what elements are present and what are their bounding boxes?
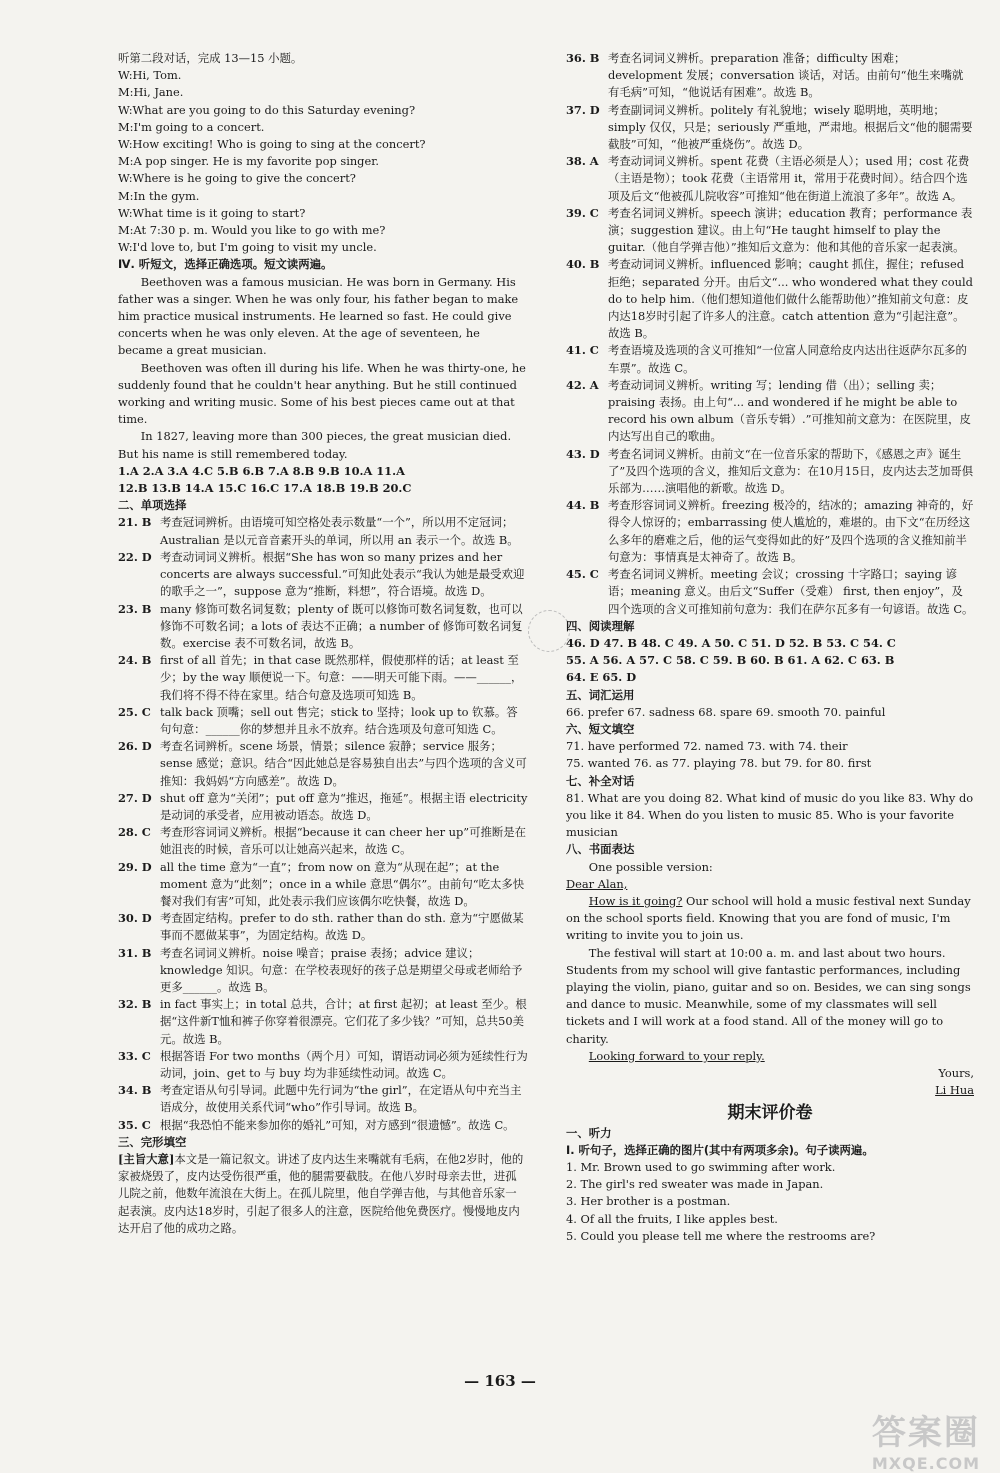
- explanation-item: [118, 910, 528, 944]
- explanation-text: first of all 首先；in that case 既然那样，假使那样的话；at least 至少；by the way 顺便说一下。句意：——明天可能下雨。——______，我们将不得不待在家里。结合句意及选项可知选 B。: [160, 653, 523, 702]
- writing-intro: One possible version:: [588, 859, 713, 874]
- left-column: [118, 50, 528, 1237]
- letter-signoff: Yours,: [938, 1065, 974, 1080]
- watermark-logo: [872, 1405, 980, 1473]
- dialog-line: W:How exciting! Who is going to sing at the concert?: [118, 137, 426, 152]
- explanation-text: talk back 顶嘴；sell out 售完；stick to 坚持；look up to 钦慕。答句句意：______你的梦想并且永不放弃。结合选项及句意可知选 C。: [160, 704, 518, 736]
- question-number: 35. C: [118, 1117, 151, 1132]
- seal-stamp-icon: [528, 610, 570, 652]
- letter-salutation: Dear Alan,: [566, 876, 628, 891]
- section-heading-vocab: 五、词汇运用: [566, 687, 635, 702]
- question-number: 32. B: [118, 997, 152, 1012]
- explanation-text: 考查形容词词义辨析。freezing 极冷的，结冰的；amazing 神奇的，好得令人惊讶的；embarrassing 使人尴尬的，难堪的。由下文“在历经这么多年的磨难之后，他的运气变得如此的好”及四个选项的含义推知前半句意为：事情真是太神奇了。故选 B。: [608, 498, 974, 564]
- explanation-text: 考查名词词义辨析。meeting 会议；crossing 十字路口；saying 谚语；meaning 意义。由后文“Suffer（受难） first, then enjoy”，及四个选项的含义可推知前句意为：我们在萨尔瓦多有一句谚语。故选 C。: [608, 567, 974, 616]
- listening-item: 4. Of all the fruits, I like apples best.: [566, 1211, 778, 1226]
- dialog-line: W:Where is he going to give the concert?: [118, 171, 356, 186]
- right-column: [566, 50, 974, 1245]
- letter-signature: [566, 1082, 974, 1099]
- question-number: 27. D: [118, 790, 152, 805]
- explanation-item: [566, 377, 974, 446]
- explanation-text: 考查动词词义辨析。spent 花费（主语必须是人）；used 用；cost 花费（主语是物）；took 花费（主语常用 it，常用于花费时间）。结合四个选项及后文“他被孤儿院收容”可推知“他在街道上流浪了多年”。故选 A。: [608, 154, 970, 203]
- question-number: 22. D: [118, 549, 152, 564]
- section-heading-single-choice: 二、单项选择: [118, 498, 187, 513]
- explanation-text: 考查固定结构。prefer to do sth. rather than do sth. 意为“宁愿做某事而不愿做某事”，为固定结构。故选 D。: [160, 911, 524, 943]
- letter-closing-text: Looking forward to your reply.: [588, 1048, 765, 1063]
- question-number: 25. C: [118, 704, 151, 719]
- watermark-url: MXQE.COM: [871, 1454, 980, 1473]
- explanation-item: [118, 945, 528, 997]
- dialog-line: M:At 7:30 p. m. Would you like to go with me?: [118, 223, 386, 238]
- explanation-text: 考查冠词辨析。由语境可知空格处表示数量“一个”，所以用不定冠词；Australian 是以元音音素开头的单词，所以用 an 表示一个。故选 B。: [160, 515, 519, 547]
- final-exam-title: 期末评价卷: [727, 1103, 813, 1124]
- question-number: 39. C: [566, 205, 599, 220]
- question-number: 21. B: [118, 515, 152, 530]
- answer-key-line: 12.B 13.B 14.A 15.C 16.C 17.A 18.B 19.B 20.C: [118, 481, 412, 496]
- explanation-text: 考查形容词词义辨析。根据“because it can cheer her up”可推断是在她沮丧的时候，音乐可以让她高兴起来，故选 C。: [160, 825, 527, 857]
- question-number: 36. B: [566, 51, 600, 65]
- dialog-line: W:What are you going to do this Saturday evening?: [118, 102, 416, 117]
- explanation-text: 考查动词词义辨析。writing 写；lending 借（出）；selling 卖；praising 表扬。由上句“... and wondered if he might be able to record his own album（音乐专辑）.”可推知前文意为：在医院里，皮内达写出自己的歌曲。: [608, 377, 971, 444]
- answer-key-paragraph: 81. What are you doing 82. What kind of music do you like 83. Why do you like it 84. When do you listen to music 85. Who is your favorite musician: [566, 790, 974, 840]
- explanation-item: [118, 601, 528, 653]
- question-number: 41. C: [566, 343, 599, 358]
- explanation-item: [566, 256, 974, 342]
- explanation-item: [118, 549, 528, 601]
- letter-paragraph-text: Our school will hold a music festival next Sunday on the school sports field. Knowing that you are fond of music, I'm writing to invite you to join us.: [566, 893, 971, 943]
- dialog-line: M:Hi, Jane.: [118, 85, 184, 100]
- explanation-text: 考查动词词义辨析。根据“She has won so many prizes and her concerts are always successful.”可知此处表示“我认为她是最受欢迎的歌手之一”，suppose 意为“推断，料想”，符合语境。故选 D。: [160, 549, 525, 599]
- question-number: 33. C: [118, 1048, 151, 1063]
- letter-opening: How is it going?: [588, 893, 683, 908]
- dialog-line: W:What time is it going to start?: [118, 205, 306, 220]
- explanation-text: 根据“我恐怕不能来参加你的婚礼”可知，对方感到“很遗憾”。故选 C。: [160, 1117, 515, 1132]
- explanation-item: [118, 514, 528, 548]
- explanation-item: [566, 50, 974, 102]
- listening-item: 3. Her brother is a postman.: [566, 1194, 731, 1209]
- section-heading-cloze: 三、完形填空: [118, 1134, 187, 1149]
- answer-key-line: 46. D 47. B 48. C 49. A 50. C 51. D 52. B 53. C 54. C: [566, 635, 896, 650]
- explanation-item: [118, 859, 528, 911]
- explanation-text: 考查名词词义辨析。speech 演讲；education 教育；performance 表演；suggestion 建议。由上句“He taught himself to play the guitar.（他自学弹吉他）”推知后文意为：他和其他的音乐家一起表演。: [608, 205, 973, 255]
- dialog-line: M:In the gym.: [118, 188, 200, 203]
- section-heading-short-passage: 六、短文填空: [566, 721, 635, 736]
- section-heading-writing: 八、书面表达: [566, 842, 635, 857]
- explanation-item: [566, 566, 974, 618]
- explanation-text: 考查语境及选项的含义可推知“一位富人同意给皮内达出往返萨尔瓦多的车票”。故选 C。: [608, 343, 967, 375]
- answer-key-line: 64. E 65. D: [566, 670, 637, 685]
- section-heading-listening: 一、听力: [566, 1125, 612, 1140]
- explanation-item: [566, 497, 974, 566]
- question-number: 40. B: [566, 257, 600, 272]
- listening-item: 1. Mr. Brown used to go swimming after work.: [566, 1160, 836, 1174]
- dialog-line: W:Hi, Tom.: [118, 68, 182, 83]
- passage-paragraph: Beethoven was often ill during his life. When he was thirty-one, he suddenly found that he couldn't hear anything. But he still continued working and writing music. Some of his best pieces came out at that time.: [118, 360, 526, 427]
- question-number: 29. D: [118, 859, 152, 874]
- gist-paragraph: [118, 1151, 528, 1237]
- question-number: 43. D: [566, 446, 600, 461]
- question-number: 37. D: [566, 102, 600, 117]
- question-number: 42. A: [566, 377, 599, 392]
- explanation-item: [118, 996, 528, 1048]
- explanation-text: 考查副词词义辨析。politely 有礼貌地；wisely 聪明地，英明地；simply 仅仅，只是；seriously 严重地，严肃地。根据后文“他的腿需要截肢”可知，“他被严重烧伤”。故选 D。: [608, 102, 973, 152]
- explanation-text: 考查动词词义辨析。influenced 影响；caught 抓住，握住；refused 拒绝；separated 分开。由后文“... who wondered what they could do to help him.（他们想知道他们做什么能帮助他）”推知前文句意：皮内达18岁时引起了许多人的注意。catch attention 意为“引起注意”。故选 B。: [608, 257, 973, 341]
- explanation-item: [566, 446, 974, 498]
- listening-instruction: Ⅰ. 听句子，选择正确的图片(其中有两项多余)。句子读两遍。: [566, 1142, 874, 1157]
- explanation-text: in fact 事实上；in total 总共，合计；at first 起初；at least 至少。根据“这件新T恤和裤子你穿着很漂亮。它们花了多少钱？”可知，总共50美元。故选 B。: [160, 997, 527, 1046]
- answer-key-line: 55. A 56. A 57. C 58. C 59. B 60. B 61. A 62. C 63. B: [566, 653, 895, 668]
- question-number: 23. B: [118, 601, 152, 616]
- explanation-text: 考查名词词义辨析。preparation 准备；difficulty 困难；development 发展；conversation 谈话，对话。由前句“他生来嘴就有毛病”可知，“他说话有困难”。故选 B。: [608, 51, 964, 100]
- watermark-title: 答案圈: [871, 1413, 980, 1453]
- explanation-text: many 修饰可数名词复数；plenty of 既可以修饰可数名词复数，也可以修饰不可数名词；a lots of 表达不正确；a number of 修饰可数名词复数。exercise 表不可数名词，故选 B。: [160, 601, 523, 650]
- answer-key-line: 71. have performed 72. named 73. with 74. their: [566, 739, 848, 754]
- explanation-text: shut off 意为“关闭”；put off 意为“推迟，拖延”。根据主语 electricity 是动词的承受者，应用被动语态。故选 D。: [160, 790, 528, 822]
- explanation-item: [118, 824, 528, 858]
- explanation-text: 考查名词词义辨析。noise 噪音；praise 表扬；advice 建议；knowledge 知识。句意：在学校表现好的孩子总是期望父母或老师给予更多______。故选 B。: [160, 945, 523, 994]
- dialog-line: W:I'd love to, but I'm going to visit my uncle.: [118, 240, 377, 255]
- answer-key-line: 66. prefer 67. sadness 68. spare 69. smooth 70. painful: [566, 704, 886, 719]
- question-number: 31. B: [118, 945, 152, 960]
- letter-paragraph: [566, 893, 974, 945]
- gist-label: [主旨大意]: [118, 1152, 175, 1166]
- question-number: 28. C: [118, 825, 151, 840]
- explanation-text: all the time 意为“一直”；from now on 意为“从现在起”；at the moment 意为“此刻”；once in a while 意思“偶尔”。由前句“吃太多快餐对我们有害”可知，此处表示我们应该偶尔吃快餐，故选 D。: [160, 859, 525, 908]
- explanation-item: [118, 790, 528, 824]
- question-number: 24. B: [118, 653, 152, 668]
- dialog-line: M:A pop singer. He is my favorite pop singer.: [118, 154, 380, 169]
- section-heading-dialog: 七、补全对话: [566, 773, 635, 788]
- letter-closing: [566, 1048, 974, 1065]
- page-number: — 163 —: [464, 1372, 536, 1390]
- explanation-item: [566, 102, 974, 154]
- explanation-item: [566, 205, 974, 257]
- dialog-line: M:I'm going to a concert.: [118, 119, 265, 134]
- question-number: 38. A: [566, 154, 599, 169]
- listening-item: 5. Could you please tell me where the restrooms are?: [566, 1228, 876, 1243]
- listening-item: 2. The girl's red sweater was made in Japan.: [566, 1177, 824, 1192]
- question-number: 30. D: [118, 911, 152, 926]
- passage-paragraph: Beethoven was a famous musician. He was born in Germany. His father was a singer. When he was only four, his father began to make him practice musical instruments. He learned so fast. He could give concerts when he was only eleven. At the age of seventeen, he became a great musician.: [118, 274, 519, 358]
- gist-text: 本文是一篇记叙文。讲述了皮内达生来嘴就有毛病，在他2岁时，他的家被烧毁了，皮内达受伤很严重，他的腿需要截肢。在他八岁时母亲去世，进孤儿院之前，他数年流浪在大街上。在孤儿院里，他自学弹吉他，与其他音乐家一起表演。皮内达18岁时，引起了很多人的注意，医院给他免费医疗。慢慢地皮内达开启了他的成功之路。: [118, 1152, 524, 1235]
- explanation-text: 考查定语从句引导词。此题中先行词为“the girl”，在定语从句中充当主语成分，故使用关系代词“who”作引导词。故选 B。: [160, 1083, 522, 1115]
- dialog-intro: 听第二段对话，完成 13—15 小题。: [118, 51, 303, 65]
- section-heading-reading: 四、阅读理解: [566, 618, 635, 633]
- answer-key-line: 75. wanted 76. as 77. playing 78. but 79. for 80. first: [566, 756, 872, 771]
- explanation-item: [118, 1048, 528, 1082]
- question-number: 44. B: [566, 498, 600, 513]
- question-number: 45. C: [566, 567, 599, 582]
- question-number: 34. B: [118, 1083, 152, 1098]
- explanation-item: [118, 1082, 528, 1116]
- explanation-item: [566, 153, 974, 205]
- explanation-item: [118, 652, 528, 704]
- explanation-text: 考查名词辨析。scene 场景，情景；silence 寂静；service 服务；sense 感觉；意识。结合“因此她总是容易独自出去”与四个选项的含义可推知：我妈妈“方向感差”。故选 D。: [160, 739, 527, 788]
- explanation-item: [118, 738, 528, 790]
- explanation-text: 考查名词词义辨析。由前文“在一位音乐家的帮助下，《感恩之声》诞生了”及四个选项的含义，推知后文意为：在10月15日，皮内达去芝加哥俱乐部为……演唱他的新歌。故选 D。: [608, 446, 974, 496]
- answer-key-line: 1.A 2.A 3.A 4.C 5.B 6.B 7.A 8.B 9.B 10.A 11.A: [118, 463, 405, 478]
- explanation-text: 根据答语 For two months（两个月）可知，谓语动词必须为延续性行为动词，join、get to 与 buy 均为非延续性动词。故选 C。: [160, 1048, 528, 1080]
- question-number: 26. D: [118, 739, 152, 754]
- explanation-item: [566, 342, 974, 376]
- explanation-item: [118, 704, 528, 738]
- explanation-item: [118, 1117, 528, 1134]
- letter-paragraph: The festival will start at 10:00 a. m. and last about two hours. Students from my school will give fantastic performances, including playing the violin, piano, guitar and so on. Besides, we can sing songs and dance to music. Meanwhile, some of my classmates will sell tickets and I will work at a food stand. All of the money will go to charity.: [566, 945, 971, 1046]
- letter-signature-text: Li Hua: [935, 1083, 974, 1098]
- section-heading-listening-passage: Ⅳ. 听短文，选择正确选项。短文读两遍。: [118, 257, 333, 272]
- passage-paragraph: In 1827, leaving more than 300 pieces, the great musician died. But his name is still remembered today.: [118, 429, 512, 461]
- dialog-block: [118, 67, 528, 256]
